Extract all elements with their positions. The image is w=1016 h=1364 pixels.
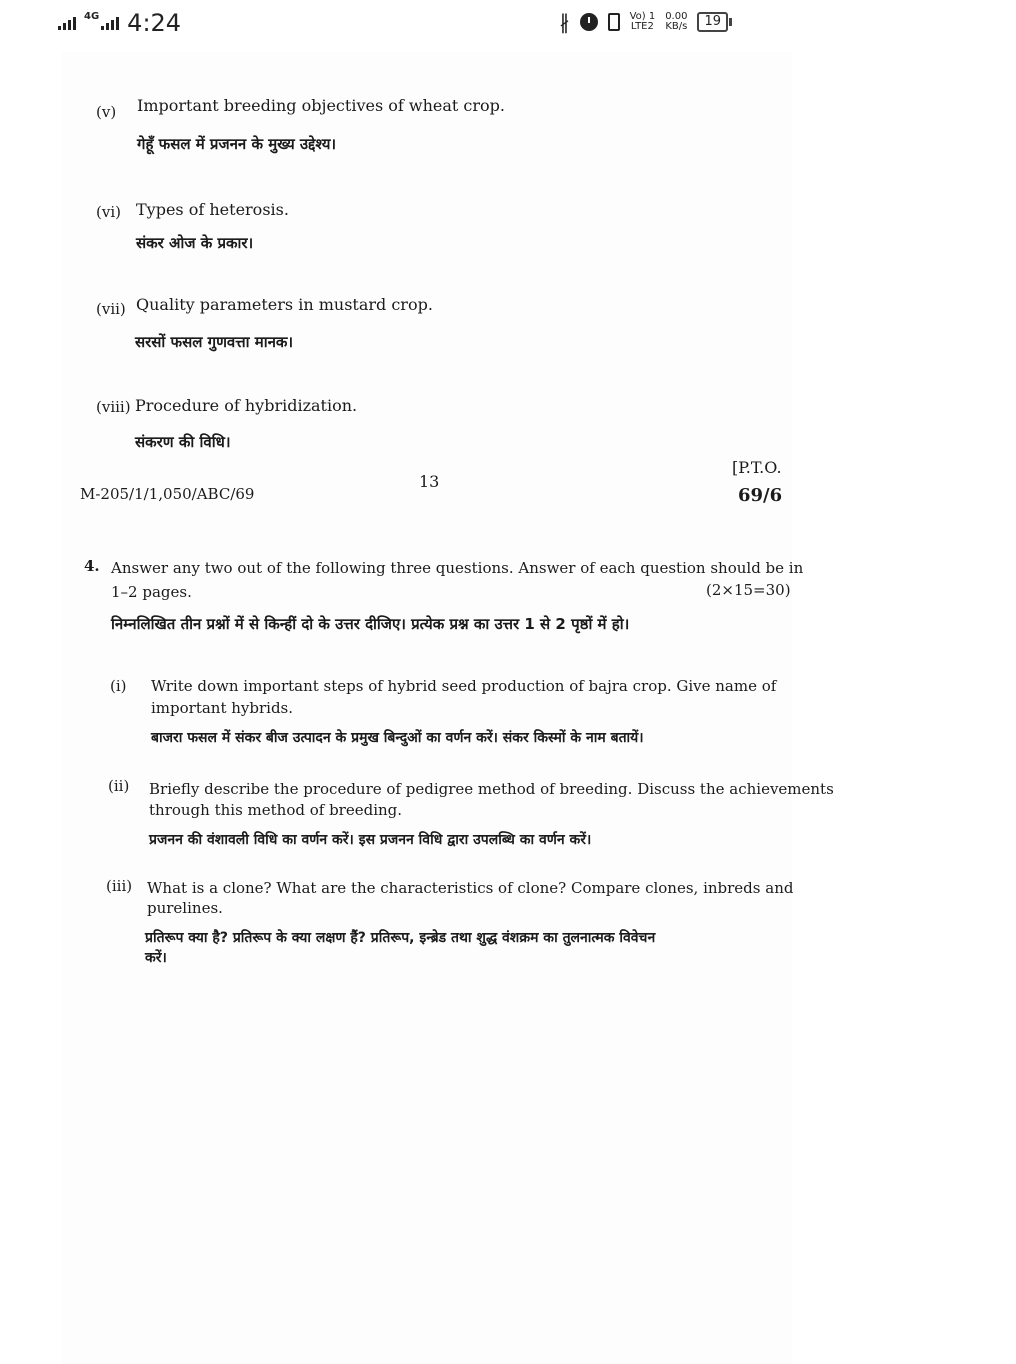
sub-question-hi-line2: करें। (145, 950, 167, 966)
battery-level: 19 (697, 12, 728, 32)
status-bar (0, 0, 1016, 48)
item-number: (v) (96, 103, 117, 121)
network-label: 4G (84, 11, 100, 22)
signal-icon (58, 16, 76, 30)
sub-question-number: (i) (110, 677, 127, 695)
instruction-hi: निम्नलिखित तीन प्रश्नों में से किन्हीं दो के उत्तर दीजिए। प्रत्येक प्रश्न का उत्तर 1 से 2 पृष्ठों में हो। (111, 615, 630, 633)
item-text-hi: संकर ओज के प्रकार। (136, 234, 254, 252)
question-number: 4. (84, 557, 100, 575)
instruction-en-line2: 1–2 pages. (111, 583, 192, 601)
sub-question-en-line2: through this method of breeding. (149, 801, 403, 819)
sub-question-hi-line1: प्रतिरूप क्या है? प्रतिरूप के क्या लक्षण हैं? प्रतिरूप, इन्ब्रेड तथा शुद्ध वंशक्रम का तुलनात्मक विवेचन (145, 930, 656, 946)
marks: (2×15=30) (706, 581, 791, 599)
volte-label: Vo) 1 (629, 11, 656, 22)
sub-question-en-line1: Briefly describe the procedure of pedigree method of breeding. Discuss the achievements (149, 780, 834, 798)
item-number: (vii) (96, 300, 126, 318)
network-indicator (84, 11, 119, 30)
item-number: (vi) (96, 203, 121, 221)
item-text-en: Important breeding objectives of wheat crop. (137, 96, 505, 115)
exam-paper (62, 52, 834, 1364)
sub-question-hi-line1: प्रजनन की वंशावली विधि का वर्णन करें। इस प्रजनन विधि द्वारा उपलब्धि का वर्णन करें। (149, 832, 592, 848)
status-left (58, 8, 181, 38)
item-text-hi: सरसों फसल गुणवत्ता मानक। (135, 333, 294, 351)
sub-question-en-line1: What is a clone? What are the characteristics of clone? Compare clones, inbreds and (147, 879, 794, 897)
item-text-en: Procedure of hybridization. (135, 396, 358, 415)
paper-set: 69/6 (738, 485, 783, 506)
battery-icon (697, 12, 732, 32)
vibrate-icon (608, 13, 620, 31)
sub-question-en-line1: Write down important steps of hybrid seed production of bajra crop. Give name of (151, 677, 777, 695)
paper-code: M-205/1/1,050/ABC/69 (80, 485, 255, 503)
item-text-en: Types of heterosis. (136, 200, 289, 219)
speed-unit: KB/s (665, 21, 688, 32)
lte-label: LTE2 (630, 21, 654, 32)
item-number: (viii) (96, 398, 131, 416)
bluetooth-icon: ∦ (559, 10, 570, 34)
sub-question-hi-line1: बाजरा फसल में संकर बीज उत्पादन के प्रमुख बिन्दुओं का वर्णन करें। संकर किस्मों के नाम बतायें। (151, 730, 644, 746)
alarm-icon (580, 13, 598, 31)
network-speed (665, 12, 687, 32)
clock: 4:24 (127, 9, 182, 37)
sub-question-en-line2: purelines. (147, 899, 223, 917)
item-text-hi: संकरण की विधि। (135, 433, 231, 451)
page-number: 13 (419, 472, 440, 491)
item-text-hi: गेहूँ फसल में प्रजनन के मुख्य उद्देश्य। (137, 135, 337, 153)
item-text-en: Quality parameters in mustard crop. (136, 295, 433, 314)
sub-question-en-line2: important hybrids. (151, 699, 294, 717)
status-right (560, 10, 732, 34)
signal-icon-2 (101, 16, 119, 30)
volte-indicator (630, 12, 656, 32)
sub-question-number: (iii) (106, 877, 133, 895)
instruction-en-line1: Answer any two out of the following three questions. Answer of each question should be in (111, 559, 804, 577)
pto-label: [P.T.O. (732, 458, 782, 477)
speed-value: 0.00 (665, 11, 688, 22)
sub-question-number: (ii) (108, 777, 130, 795)
